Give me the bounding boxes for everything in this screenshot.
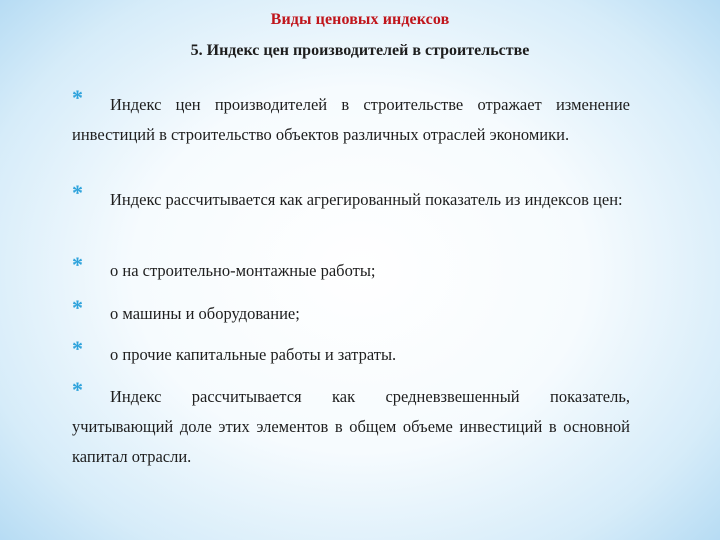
list-item-text: о прочие капитальные работы и затраты. — [110, 345, 397, 364]
bullet-star-icon: * — [72, 180, 83, 205]
list-item — [72, 295, 632, 325]
slide-title: Виды ценовых индексов — [270, 11, 450, 28]
list-item — [72, 252, 632, 282]
paragraph-3-text: Индекс рассчитывается как средневзвешенный показатель, учитывающий доле этих элементов в общем объеме инвестиций в основной капитал отрасли. — [72, 387, 630, 466]
paragraph-1 — [72, 85, 630, 150]
paragraph-2-text: Индекс рассчитывается как агрегированный показатель из индексов цен: — [110, 190, 623, 209]
bullet-star-icon: * — [72, 336, 83, 361]
bullet-star-icon: * — [72, 295, 83, 320]
paragraph-1-text: Индекс цен производителей в строительстве отражает изменение инвестиций в строительство объектов различных отраслей экономики. — [72, 95, 630, 144]
paragraph-2 — [72, 180, 630, 215]
paragraph-3 — [72, 377, 630, 472]
list-item — [72, 336, 632, 366]
list-item-text: о на строительно-монтажные работы; — [110, 261, 376, 280]
slide-subtitle: 5. Индекс цен производителей в строительстве — [190, 42, 530, 59]
bullet-star-icon: * — [72, 85, 83, 110]
list-item-text: о машины и оборудование; — [110, 304, 300, 323]
bullet-star-icon: * — [72, 377, 83, 402]
bullet-star-icon: * — [72, 252, 83, 277]
